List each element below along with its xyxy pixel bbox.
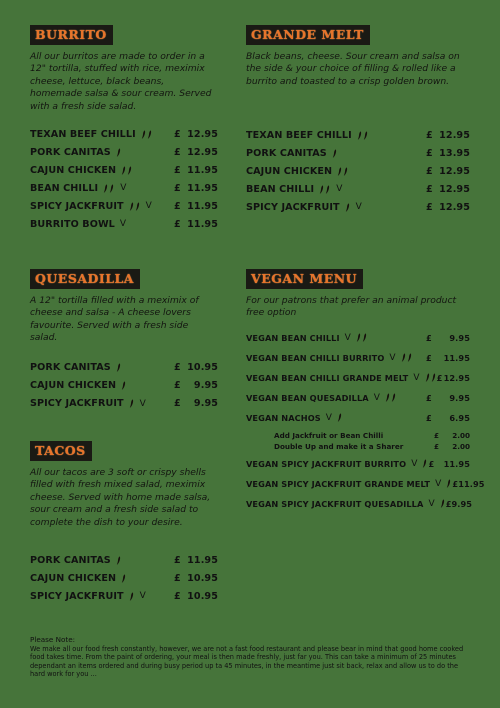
item-name: PORK CANITAS [246,147,327,159]
chili-pepper-icon [431,373,436,382]
chili-rating [337,167,349,176]
menu-item [30,215,218,233]
item-price [174,555,218,566]
extras-list [246,430,470,452]
menu-item [246,198,470,216]
chili-rating [121,381,127,390]
item-name-wrap [30,201,174,212]
chili-pepper-icon [343,167,348,176]
currency-symbol: £ [174,182,181,194]
chili-pepper-icon [391,393,396,402]
chili-pepper-icon [135,202,140,211]
price-value: 11.95 [187,164,218,176]
vegetarian-mark: V [336,184,343,195]
currency-symbol: £ [174,128,181,140]
item-price [452,479,484,489]
currency-symbol: £ [426,129,433,141]
chili-pepper-icon [141,130,146,139]
chili-rating [337,413,343,422]
tacos-section [30,440,218,605]
item-price [426,166,470,177]
vegetarian-mark: V [411,458,418,469]
item-price [174,129,218,140]
item-price [174,591,218,602]
currency-symbol: £ [445,498,452,509]
item-name: CAJUN CHICKEN [30,380,117,392]
menu-list [30,359,218,413]
chili-rating [129,399,135,408]
menu-item [30,197,218,215]
item-name: BEAN CHILLI [30,182,99,194]
item-name: CAJUN CHICKEN [246,165,333,177]
vegetarian-mark: V [389,352,396,363]
currency-symbol: £ [426,147,433,159]
currency-symbol: £ [426,392,432,403]
vegetarian-mark: V [139,591,146,602]
extra-item [246,430,470,441]
item-name: SPICY JACKFRUIT [30,200,124,212]
menu-list [246,126,470,216]
menu-item [246,388,470,408]
chili-pepper-icon [363,131,368,140]
section-description: Black beans, cheese. Sour cream and salsa on the side & your choice of filling & rolled like a burrito and toasted to a crisp golden brown. [246,51,460,87]
item-name: VEGAN SPICY JACKFRUIT BURRITO [246,458,407,469]
vegetarian-mark: V [139,398,146,409]
menu-item [246,162,470,180]
price-value: 12.95 [439,183,470,195]
currency-symbol: £ [174,572,181,584]
vegetarian-mark: V [435,478,442,489]
menu-item [30,359,218,377]
grande-melt-section [246,24,470,216]
price-value: 11.95 [187,554,218,566]
currency-symbol: £ [174,590,181,602]
chili-pepper-icon [129,592,134,601]
item-price [428,459,470,469]
menu-item [30,587,218,605]
item-price [174,183,218,194]
currency-symbol: £ [426,352,432,363]
currency-symbol: £ [426,165,433,177]
currency-symbol: £ [426,183,433,195]
currency-symbol: £ [436,372,443,383]
chili-pepper-icon [319,185,324,194]
item-name-wrap [246,130,426,141]
item-price [426,353,470,363]
currency-symbol: £ [174,218,181,230]
item-name: VEGAN SPICY JACKFRUIT QUESADILLA [246,498,424,509]
price-value: 12.95 [443,372,470,383]
item-price [426,413,470,423]
vegetarian-mark: V [344,332,351,343]
price-value: 9.95 [449,332,470,343]
item-price [174,380,218,391]
chili-rating [121,574,127,583]
price-value: 9.95 [451,498,473,509]
item-name: SPICY JACKFRUIT [246,201,340,213]
menu-item [246,126,470,144]
item-name: BEAN CHILLI [246,183,315,195]
item-name-wrap [246,459,428,469]
item-price [446,499,472,509]
menu-item [246,368,470,388]
item-price [437,373,470,383]
menu-item [30,161,218,179]
chili-rating [385,393,397,402]
item-name-wrap [246,166,426,177]
chili-pepper-icon [116,556,121,565]
item-name-wrap [30,573,174,584]
section-title: TACOS [30,441,92,461]
note-body: We make all our food fresh constantly, however, we are not a fast food restaurant and please bear in mind that good home cooked food takes time. From the paint of ordering, your meal is then made freshly, just far you. This can take a minimum of 25 minutes dependant an items ordered and during busy period up ta 45 minutes, in the meantime just sit back, relax and allow us to do the hard work for you ... [30,644,464,679]
vegetarian-mark: V [428,498,435,509]
menu-item [246,454,470,474]
chili-pepper-icon [446,479,451,488]
price-value: 10.95 [187,590,218,602]
item-name: SPICY JACKFRUIT [30,590,124,602]
item-name: PORK CANITAS [30,146,111,158]
item-name: CAJUN CHICKEN [30,164,117,176]
menu-item [30,179,218,197]
extra-item [246,441,470,452]
chili-pepper-icon [345,203,350,212]
menu-list [246,328,470,428]
item-price [174,398,218,409]
chili-pepper-icon [362,333,367,342]
item-name-wrap [246,393,426,403]
chili-pepper-icon [422,459,427,468]
chili-pepper-icon [332,149,337,158]
item-price [174,219,218,230]
extra-price [434,431,470,440]
chili-rating [141,130,153,139]
vegetarian-mark: V [325,412,333,423]
item-name-wrap [30,591,174,602]
chili-rating [356,333,368,342]
chili-rating [116,556,122,565]
price-value: 11.95 [443,458,470,469]
price-value: 10.95 [187,572,218,584]
section-description: All our burritos are made to order in a 12" tortilla, stuffed with rice, meximix cheese, lettuce, black beans, homemade salsa & sour cream. Served with a fresh side salad. [30,51,212,112]
chili-rating [332,149,338,158]
section-title: GRANDE MELT [246,25,370,45]
item-price [426,148,470,159]
item-name: VEGAN SPICY JACKFRUIT GRANDE MELT [246,478,431,489]
item-name-wrap [246,184,426,195]
chili-pepper-icon [129,399,134,408]
menu-item [246,180,470,198]
item-name: VEGAN BEAN QUESADILLA [246,392,369,403]
item-name-wrap [30,147,174,158]
item-name-wrap [30,380,174,391]
item-name: TEXAN BEEF CHILLI [30,128,136,140]
chili-pepper-icon [103,184,108,193]
chili-pepper-icon [337,413,342,422]
chili-rating [116,148,122,157]
currency-symbol: £ [174,398,181,410]
currency-symbol: £ [426,332,432,343]
currency-symbol: £ [434,441,440,451]
currency-symbol: £ [174,380,181,392]
price-value: 2.00 [452,441,470,451]
vegetarian-mark: V [119,219,127,230]
extra-price [434,442,470,451]
chili-pepper-icon [129,202,134,211]
menu-item [246,408,470,428]
chili-pepper-icon [121,381,126,390]
currency-symbol: £ [174,362,181,374]
menu-item [246,144,470,162]
note-title: Please Note: [30,635,76,644]
item-price [426,393,470,403]
burrito-section [30,24,218,233]
price-value: 13.95 [439,147,470,159]
chili-pepper-icon [121,574,126,583]
item-name: CAJUN CHICKEN [30,572,117,584]
chili-rating [103,184,115,193]
item-name-wrap [246,413,426,423]
item-name: VEGAN BEAN CHILLI BURRITO [246,352,385,363]
price-value: 9.95 [449,392,470,403]
item-price [174,573,218,584]
chili-rating [401,353,413,362]
item-name-wrap [246,479,452,489]
price-value: 9.95 [193,380,218,392]
item-name-wrap [30,219,174,230]
price-value: 12.95 [439,165,470,177]
price-value: 12.95 [439,129,470,141]
chili-pepper-icon [425,373,430,382]
currency-symbol: £ [426,412,432,423]
item-name-wrap [246,373,437,383]
item-name-wrap [30,398,174,409]
menu-item [246,474,485,494]
chili-pepper-icon [356,333,361,342]
item-price [426,333,470,343]
menu-item [246,328,470,348]
price-value: 11.95 [187,218,218,230]
price-value: 11.95 [187,182,218,194]
item-name: PORK CANITAS [30,554,111,566]
menu-item [30,125,218,143]
item-name: VEGAN BEAN CHILLI [246,332,340,343]
currency-symbol: £ [434,430,440,440]
item-name-wrap [30,362,174,373]
item-name-wrap [246,202,426,213]
chili-rating [425,373,437,382]
price-value: 2.00 [452,430,470,440]
chili-pepper-icon [325,185,330,194]
item-name: VEGAN NACHOS [246,412,321,423]
price-value: 11.95 [443,352,470,363]
section-description: A 12" tortilla filled with a meximix of cheese and salsa - A cheese lovers favourite. Served with a fresh side salad. [30,295,199,344]
chili-pepper-icon [116,148,121,157]
vegetarian-mark: V [355,202,362,213]
chili-pepper-icon [407,353,412,362]
menu-list [30,551,218,605]
item-price [426,184,470,195]
item-name-wrap [246,333,426,343]
currency-symbol: £ [174,146,181,158]
item-name-wrap [30,555,174,566]
chili-rating [129,202,141,211]
chili-pepper-icon [401,353,406,362]
menu-item [30,551,218,569]
extra-name: Add Jackfruit or Bean Chilli [274,430,384,440]
extra-name: Double Up and make it a Sharer [274,441,404,451]
chili-rating [319,185,331,194]
please-note [30,636,474,679]
section-title: BURRITO [30,25,113,45]
chili-rating [129,592,135,601]
item-name-wrap [246,148,426,159]
vegetarian-mark: V [413,372,420,383]
chili-rating [116,363,122,372]
currency-symbol: £ [426,201,433,213]
item-name-wrap [30,183,174,194]
price-value: 11.95 [458,478,485,489]
chili-pepper-icon [357,131,362,140]
quesadilla-section [30,268,218,413]
item-name-wrap [246,353,426,363]
vegetarian-mark: V [120,183,127,194]
chili-rating [357,131,369,140]
item-name-wrap [246,499,446,509]
item-price [174,362,218,373]
price-value: 9.95 [193,398,218,410]
section-title: QUESADILLA [30,269,140,289]
item-name-wrap [30,165,174,176]
menu-item [246,494,473,514]
currency-symbol: £ [452,478,459,489]
section-description: All our tacos are 3 soft or crispy shells filled with fresh mixed salad, meximix cheese. Served with home made salsa, sour cream and a fresh side salad to complete the dish to your desire. [30,467,211,528]
item-name: TEXAN BEEF CHILLI [246,129,352,141]
chili-pepper-icon [121,166,126,175]
item-name: VEGAN BEAN CHILLI GRANDE MELT [246,372,409,383]
section-title: VEGAN MENU [246,269,363,289]
price-value: 10.95 [187,362,218,374]
menu-item [30,143,218,161]
vegetarian-mark: V [373,392,380,403]
item-name: BURRITO BOWL [30,218,115,230]
menu-item [30,569,218,587]
price-value: 12.95 [187,128,218,140]
price-value: 11.95 [187,200,218,212]
currency-symbol: £ [428,458,435,469]
price-value: 12.95 [439,201,470,213]
item-price [426,202,470,213]
vegan-menu-section [246,268,485,514]
item-price [174,201,218,212]
item-price [174,165,218,176]
item-name: SPICY JACKFRUIT [30,398,124,410]
chili-rating [345,203,351,212]
currency-symbol: £ [174,554,181,566]
item-name-wrap [30,129,174,140]
chili-pepper-icon [337,167,342,176]
chili-pepper-icon [440,499,445,508]
chili-pepper-icon [127,166,132,175]
chili-pepper-icon [147,130,152,139]
section-description: For our patrons that prefer an animal product free option [246,295,457,319]
item-name: PORK CANITAS [30,362,111,374]
chili-rating [121,166,133,175]
price-value: 6.95 [449,412,470,423]
chili-pepper-icon [116,363,121,372]
menu-list [30,125,218,233]
price-value: 12.95 [187,146,218,158]
chili-pepper-icon [109,184,114,193]
vegetarian-mark: V [145,201,152,212]
item-price [426,130,470,141]
menu-item [30,377,218,395]
item-price [174,147,218,158]
menu-item [246,348,470,368]
menu-list [246,454,485,514]
currency-symbol: £ [174,200,181,212]
menu-item [30,395,218,413]
currency-symbol: £ [174,164,181,176]
chili-pepper-icon [385,393,390,402]
